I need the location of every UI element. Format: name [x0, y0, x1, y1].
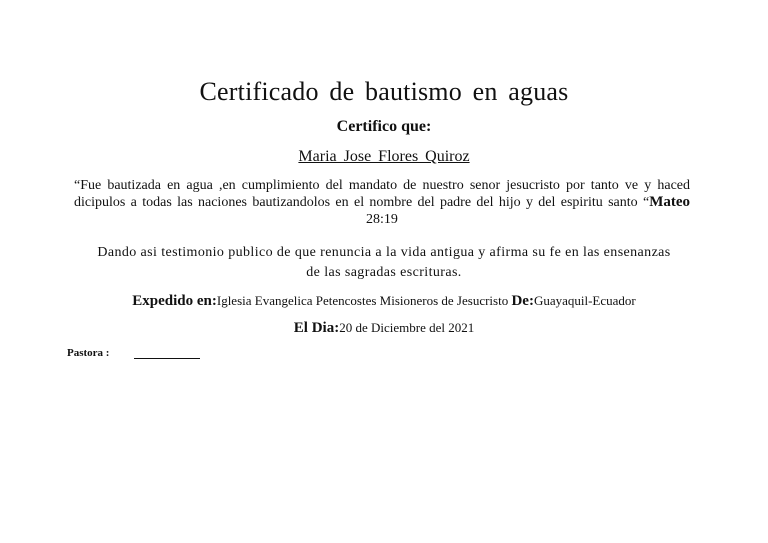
issued-line — [0, 293, 768, 310]
issued-place: Iglesia Evangelica Petencostes Misioneros de Jesucristo — [216, 293, 512, 308]
issued-label: Expedido en: — [132, 293, 217, 309]
baptism-statement — [74, 177, 690, 228]
signature-line — [134, 358, 200, 359]
signature-label: Pastora : — [67, 347, 110, 359]
date-value: 20 de Diciembre del 2021 — [339, 320, 475, 335]
scripture-reference: 28:19 — [366, 212, 398, 227]
testimony-statement: Dando asi testimonio publico de que renuncia a la vida antigua y afirma su fe en las ensenanzas de las sagradas escrituras. — [97, 245, 671, 280]
scripture-book: Mateo — [649, 194, 690, 210]
recipient-name: Maria Jose Flores Quiroz — [298, 148, 470, 165]
location-value: Guayaquil-Ecuador — [533, 293, 636, 308]
recipient-name-line — [0, 148, 768, 166]
date-label: El Dia: — [293, 320, 340, 336]
certificate-title: Certificado de bautismo en aguas — [199, 77, 569, 106]
baptism-statement-text: “Fue bautizada en agua ,en cumplimiento del mandato de nuestro senor jesucristo por tanto ve y haced dicipulos a todas las naciones bautizandolos en el nombre del padre del hijo y del espiritu santo “ — [74, 178, 690, 210]
certificate-subtitle: Certifico que: — [336, 118, 432, 135]
date-line — [0, 320, 768, 337]
location-label: De: — [511, 293, 534, 309]
